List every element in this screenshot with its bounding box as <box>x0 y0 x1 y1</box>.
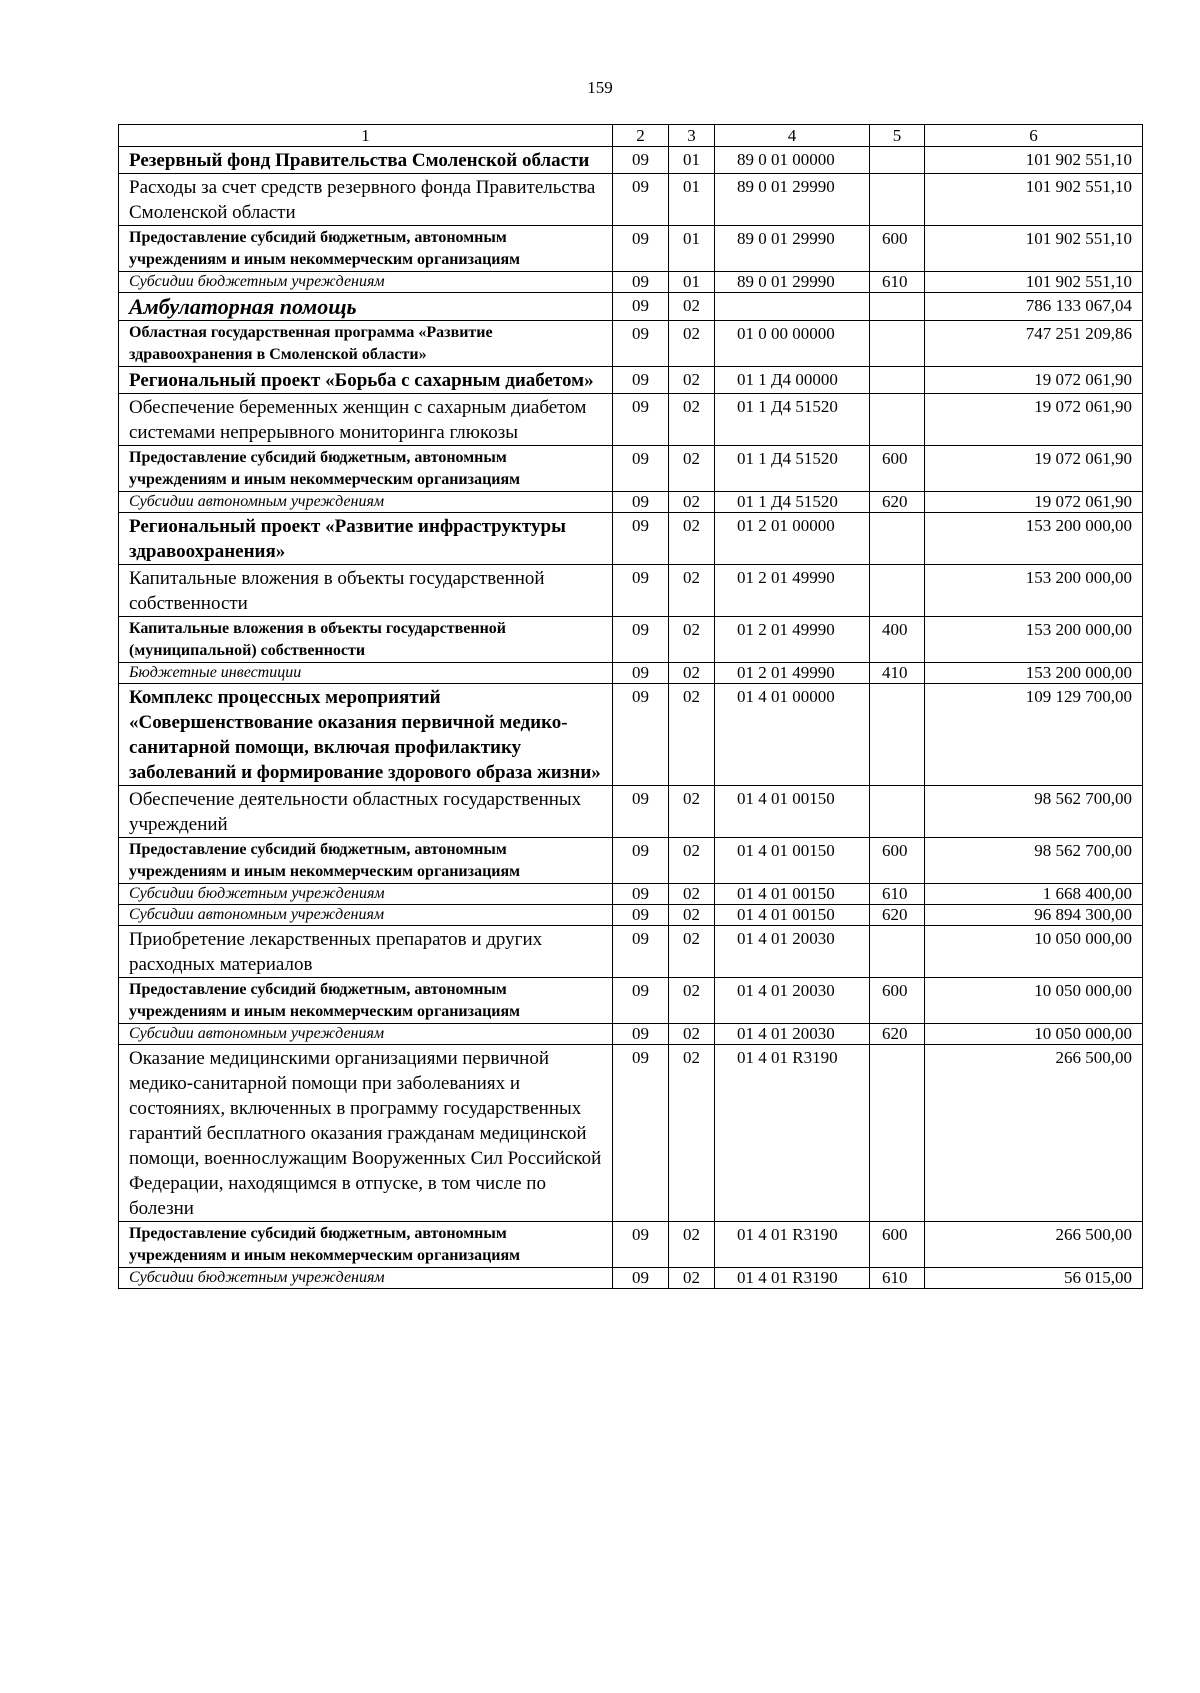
row-subsection-code: 02 <box>669 617 715 663</box>
row-description: Обеспечение беременных женщин с сахарным диабетом системами непрерывного мониторинга глюкозы <box>119 394 613 446</box>
row-amount: 98 562 700,00 <box>925 838 1143 884</box>
row-subsection-code: 02 <box>669 1045 715 1222</box>
row-amount: 19 072 061,90 <box>925 394 1143 446</box>
row-section-code: 09 <box>613 786 669 838</box>
row-section-code: 09 <box>613 1268 669 1289</box>
table-row <box>119 786 1143 838</box>
row-target-article: 01 4 01 00150 <box>715 905 870 926</box>
row-description: Амбулаторная помощь <box>119 293 613 321</box>
row-section-code: 09 <box>613 492 669 513</box>
table-row <box>119 617 1143 663</box>
row-section-code: 09 <box>613 684 669 786</box>
header-col-3: 3 <box>669 125 715 147</box>
table-row <box>119 926 1143 978</box>
row-expense-type <box>870 367 925 394</box>
row-expense-type <box>870 513 925 565</box>
row-section-code: 09 <box>613 1222 669 1268</box>
row-amount: 19 072 061,90 <box>925 492 1143 513</box>
row-section-code: 09 <box>613 838 669 884</box>
row-target-article: 01 1 Д4 00000 <box>715 367 870 394</box>
row-description: Субсидии бюджетным учреждениям <box>119 1268 613 1289</box>
row-description: Бюджетные инвестиции <box>119 663 613 684</box>
row-expense-type <box>870 1045 925 1222</box>
header-col-1: 1 <box>119 125 613 147</box>
row-expense-type: 600 <box>870 1222 925 1268</box>
row-subsection-code: 02 <box>669 684 715 786</box>
row-target-article: 89 0 01 29990 <box>715 226 870 272</box>
row-expense-type: 600 <box>870 838 925 884</box>
row-expense-type <box>870 786 925 838</box>
row-section-code: 09 <box>613 272 669 293</box>
row-amount: 153 200 000,00 <box>925 565 1143 617</box>
row-description: Субсидии автономным учреждениям <box>119 492 613 513</box>
row-description: Предоставление субсидий бюджетным, автономным учреждениям и иным некоммерческим организациям <box>119 838 613 884</box>
row-target-article: 89 0 01 29990 <box>715 272 870 293</box>
row-section-code: 09 <box>613 905 669 926</box>
row-description: Субсидии бюджетным учреждениям <box>119 884 613 905</box>
table-row <box>119 1024 1143 1045</box>
row-amount: 101 902 551,10 <box>925 226 1143 272</box>
row-section-code: 09 <box>613 978 669 1024</box>
row-target-article: 89 0 01 29990 <box>715 174 870 226</box>
table-row <box>119 394 1143 446</box>
row-amount: 101 902 551,10 <box>925 174 1143 226</box>
row-expense-type: 620 <box>870 492 925 513</box>
table-row <box>119 884 1143 905</box>
row-section-code: 09 <box>613 926 669 978</box>
row-section-code: 09 <box>613 663 669 684</box>
row-amount: 19 072 061,90 <box>925 446 1143 492</box>
row-description: Капитальные вложения в объекты государственной собственности <box>119 565 613 617</box>
table-row <box>119 565 1143 617</box>
row-description: Капитальные вложения в объекты государственной (муниципальной) собственности <box>119 617 613 663</box>
row-subsection-code: 02 <box>669 838 715 884</box>
table-row <box>119 1045 1143 1222</box>
row-target-article: 01 2 01 00000 <box>715 513 870 565</box>
row-amount: 56 015,00 <box>925 1268 1143 1289</box>
table-row <box>119 978 1143 1024</box>
row-subsection-code: 02 <box>669 367 715 394</box>
row-subsection-code: 02 <box>669 513 715 565</box>
row-expense-type <box>870 147 925 174</box>
row-amount: 109 129 700,00 <box>925 684 1143 786</box>
row-target-article: 01 1 Д4 51520 <box>715 394 870 446</box>
table-header <box>119 125 1143 147</box>
row-target-article: 01 2 01 49990 <box>715 565 870 617</box>
row-description: Расходы за счет средств резервного фонда Правительства Смоленской области <box>119 174 613 226</box>
budget-table <box>118 124 1143 1289</box>
row-subsection-code: 02 <box>669 1024 715 1045</box>
table-row <box>119 1268 1143 1289</box>
table-row <box>119 905 1143 926</box>
row-target-article: 01 2 01 49990 <box>715 663 870 684</box>
row-subsection-code: 02 <box>669 884 715 905</box>
row-subsection-code: 02 <box>669 293 715 321</box>
row-expense-type: 600 <box>870 226 925 272</box>
row-amount: 19 072 061,90 <box>925 367 1143 394</box>
row-expense-type <box>870 926 925 978</box>
table-row <box>119 272 1143 293</box>
row-subsection-code: 02 <box>669 1222 715 1268</box>
row-subsection-code: 02 <box>669 321 715 367</box>
row-description: Оказание медицинскими организациями первичной медико-санитарной помощи при заболеваниях и состояниях, включенных в программу государственных гарантий бесплатного оказания гражданам медицинской помощи, военнослужащим Вооруженных Сил Российской Федерации, находящимся в отпуске, в том числе по болезни <box>119 1045 613 1222</box>
row-subsection-code: 02 <box>669 786 715 838</box>
row-target-article: 01 4 01 00150 <box>715 786 870 838</box>
row-section-code: 09 <box>613 226 669 272</box>
row-description: Резервный фонд Правительства Смоленской области <box>119 147 613 174</box>
row-expense-type: 610 <box>870 1268 925 1289</box>
row-subsection-code: 01 <box>669 226 715 272</box>
row-section-code: 09 <box>613 174 669 226</box>
row-expense-type: 600 <box>870 978 925 1024</box>
table-row <box>119 663 1143 684</box>
row-expense-type <box>870 565 925 617</box>
table-row <box>119 174 1143 226</box>
row-expense-type <box>870 394 925 446</box>
row-subsection-code: 02 <box>669 926 715 978</box>
row-description: Предоставление субсидий бюджетным, автономным учреждениям и иным некоммерческим организациям <box>119 1222 613 1268</box>
table-row <box>119 446 1143 492</box>
row-description: Субсидии автономным учреждениям <box>119 1024 613 1045</box>
row-description: Субсидии бюджетным учреждениям <box>119 272 613 293</box>
table-row <box>119 492 1143 513</box>
row-amount: 101 902 551,10 <box>925 147 1143 174</box>
row-amount: 266 500,00 <box>925 1222 1143 1268</box>
row-amount: 96 894 300,00 <box>925 905 1143 926</box>
page-number: 159 <box>587 78 613 97</box>
table-row <box>119 513 1143 565</box>
row-section-code: 09 <box>613 565 669 617</box>
row-subsection-code: 01 <box>669 272 715 293</box>
table-row <box>119 147 1143 174</box>
table-row <box>119 684 1143 786</box>
row-section-code: 09 <box>613 446 669 492</box>
row-subsection-code: 02 <box>669 492 715 513</box>
row-expense-type <box>870 293 925 321</box>
row-description: Региональный проект «Развитие инфраструктуры здравоохранения» <box>119 513 613 565</box>
table-row <box>119 226 1143 272</box>
row-expense-type: 610 <box>870 272 925 293</box>
header-col-2: 2 <box>613 125 669 147</box>
row-section-code: 09 <box>613 367 669 394</box>
row-subsection-code: 02 <box>669 663 715 684</box>
row-target-article: 01 4 01 R3190 <box>715 1222 870 1268</box>
row-target-article: 01 4 01 20030 <box>715 978 870 1024</box>
row-amount: 1 668 400,00 <box>925 884 1143 905</box>
row-target-article: 01 4 01 00150 <box>715 838 870 884</box>
row-subsection-code: 01 <box>669 174 715 226</box>
row-amount: 747 251 209,86 <box>925 321 1143 367</box>
table-row <box>119 367 1143 394</box>
row-amount: 153 200 000,00 <box>925 663 1143 684</box>
row-section-code: 09 <box>613 884 669 905</box>
row-target-article: 01 4 01 R3190 <box>715 1268 870 1289</box>
row-expense-type: 610 <box>870 884 925 905</box>
row-subsection-code: 02 <box>669 978 715 1024</box>
row-target-article: 01 4 01 20030 <box>715 926 870 978</box>
table-row <box>119 838 1143 884</box>
row-section-code: 09 <box>613 1045 669 1222</box>
row-target-article: 01 4 01 00000 <box>715 684 870 786</box>
row-target-article: 01 1 Д4 51520 <box>715 446 870 492</box>
row-description: Предоставление субсидий бюджетным, автономным учреждениям и иным некоммерческим организациям <box>119 446 613 492</box>
row-target-article: 89 0 01 00000 <box>715 147 870 174</box>
row-subsection-code: 02 <box>669 1268 715 1289</box>
row-target-article: 01 2 01 49990 <box>715 617 870 663</box>
header-col-4: 4 <box>715 125 870 147</box>
header-col-5: 5 <box>870 125 925 147</box>
row-amount: 153 200 000,00 <box>925 513 1143 565</box>
row-amount: 153 200 000,00 <box>925 617 1143 663</box>
row-description: Субсидии автономным учреждениям <box>119 905 613 926</box>
row-expense-type: 620 <box>870 905 925 926</box>
row-target-article: 01 0 00 00000 <box>715 321 870 367</box>
row-subsection-code: 02 <box>669 394 715 446</box>
row-subsection-code: 01 <box>669 147 715 174</box>
row-amount: 101 902 551,10 <box>925 272 1143 293</box>
row-subsection-code: 02 <box>669 565 715 617</box>
row-description: Комплекс процессных мероприятий «Совершенствование оказания первичной медико-санитарной помощи, включая профилактику заболеваний и формирование здорового образа жизни» <box>119 684 613 786</box>
row-section-code: 09 <box>613 617 669 663</box>
row-description: Приобретение лекарственных препаратов и других расходных материалов <box>119 926 613 978</box>
row-amount: 10 050 000,00 <box>925 1024 1143 1045</box>
row-description: Региональный проект «Борьба с сахарным диабетом» <box>119 367 613 394</box>
header-col-6: 6 <box>925 125 1143 147</box>
row-amount: 266 500,00 <box>925 1045 1143 1222</box>
row-description: Предоставление субсидий бюджетным, автономным учреждениям и иным некоммерческим организациям <box>119 978 613 1024</box>
row-section-code: 09 <box>613 321 669 367</box>
row-description: Областная государственная программа «Развитие здравоохранения в Смоленской области» <box>119 321 613 367</box>
row-amount: 786 133 067,04 <box>925 293 1143 321</box>
row-expense-type <box>870 321 925 367</box>
row-section-code: 09 <box>613 394 669 446</box>
row-section-code: 09 <box>613 513 669 565</box>
table-body <box>119 147 1143 1289</box>
table-row <box>119 1222 1143 1268</box>
row-target-article: 01 4 01 20030 <box>715 1024 870 1045</box>
row-amount: 98 562 700,00 <box>925 786 1143 838</box>
row-subsection-code: 02 <box>669 905 715 926</box>
row-expense-type <box>870 174 925 226</box>
row-expense-type: 620 <box>870 1024 925 1045</box>
table-row <box>119 293 1143 321</box>
row-description: Предоставление субсидий бюджетным, автономным учреждениям и иным некоммерческим организациям <box>119 226 613 272</box>
table-row <box>119 321 1143 367</box>
header-row <box>119 125 1143 147</box>
row-section-code: 09 <box>613 293 669 321</box>
row-target-article <box>715 293 870 321</box>
row-description: Обеспечение деятельности областных государственных учреждений <box>119 786 613 838</box>
row-section-code: 09 <box>613 1024 669 1045</box>
row-amount: 10 050 000,00 <box>925 978 1143 1024</box>
row-amount: 10 050 000,00 <box>925 926 1143 978</box>
row-section-code: 09 <box>613 147 669 174</box>
row-subsection-code: 02 <box>669 446 715 492</box>
row-expense-type: 410 <box>870 663 925 684</box>
row-target-article: 01 4 01 00150 <box>715 884 870 905</box>
row-target-article: 01 4 01 R3190 <box>715 1045 870 1222</box>
row-expense-type: 400 <box>870 617 925 663</box>
row-expense-type <box>870 684 925 786</box>
row-target-article: 01 1 Д4 51520 <box>715 492 870 513</box>
row-expense-type: 600 <box>870 446 925 492</box>
